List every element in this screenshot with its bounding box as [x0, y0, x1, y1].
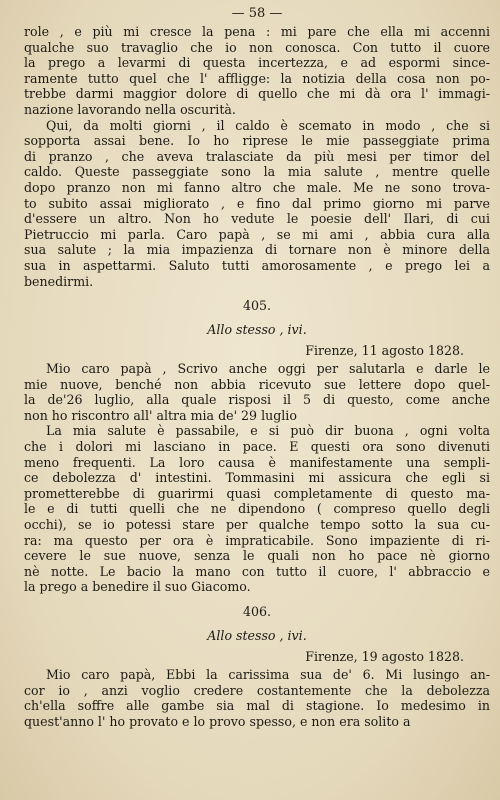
text-line: la de'26 luglio, alla quale risposi il 5 di questo, come anche [24, 392, 490, 408]
paragraph [24, 667, 490, 729]
page-content [24, 4, 490, 729]
text-line: Mio caro papà, Ebbi la carissima sua de' 6. Mi lusingo an- [46, 667, 490, 682]
paragraph [24, 118, 490, 290]
text-line: nazione lavorando nella oscurità. [24, 101, 236, 117]
text-line: qualche suo travaglio che io non conosca. Con tutto il cuore [24, 39, 490, 55]
text-line: di pranzo , che aveva tralasciate da più mesi per timor del [24, 148, 490, 164]
text-line: le e di tutti quelli che ne dipendono ( compreso quello degli [24, 501, 490, 517]
paragraph [24, 423, 490, 595]
paragraph [24, 361, 490, 423]
text-line: La mia salute è passabile, e si può dir buona , ogni volta [46, 423, 490, 439]
page-number: — 58 — [231, 6, 283, 21]
text-line: che i dolori mi lasciano in pace. E questi ora sono divenuti [24, 439, 490, 455]
text-line: to subito assai migliorato , e fino dal primo giorno mi parve [24, 195, 490, 211]
text-line: Qui, da molti giorni , il caldo è scemato in modo , che si [46, 117, 490, 133]
text-line: cevere le sue nuove, senza le quali non ho pace nè giorno [24, 548, 490, 564]
letter-addressee: Allo stesso , ivi. [207, 628, 307, 643]
text-line: quest'anno l' ho provato e lo provo spesso, e non era solito a [24, 713, 411, 729]
text-line: meno frequenti. La loro causa è manifestamente una sempli- [24, 454, 490, 470]
text-line: la prego a levarmi di questa incertezza, e ad espormi since- [24, 55, 490, 71]
text-line: cor io , anzi voglio credere costantemente che la debolezza [24, 682, 490, 698]
text-line: Mio caro papà , Scrivo anche oggi per salutarla e darle le [46, 361, 490, 377]
text-line: caldo. Queste passeggiate sono la mia salute , mentre quelle [24, 164, 490, 180]
text-line: benedirmi. [24, 273, 94, 289]
paragraph [24, 24, 490, 118]
text-line: ra: ma questo per ora è impraticabile. Sono impaziente di ri- [24, 532, 490, 548]
text-line: ce debolezza d' intestini. Tommasini mi assicura che egli si [24, 470, 490, 486]
letter-number: 406. [242, 604, 272, 619]
text-line: dopo pranzo non mi fanno altro che male. Me ne sono trova- [24, 179, 490, 195]
text-line: mie nuove, benché non abbia ricevuto sue lettere dopo quel- [24, 376, 490, 392]
text-line: role , e più mi cresce la pena : mi pare che ella mi accenni [24, 24, 490, 39]
letter-date: Firenze, 11 agosto 1828. [305, 343, 464, 359]
text-line: trebbe darmi maggior dolore di quello che mi dà ora l' immagi- [24, 86, 490, 102]
text-line: Pietruccio mi parla. Caro papà , se mi ami , abbia cura alla [24, 226, 490, 242]
text-line: occhi), se io potessi stare per qualche tempo sotto la sua cu- [24, 517, 490, 533]
text-line: sua in aspettarmi. Saluto tutti amorosamente , e prego lei a [24, 257, 490, 273]
text-line: sua salute ; la mia impazienza di tornare non è minore della [24, 242, 490, 258]
text-line: sopporta assai bene. Io ho riprese le mie passeggiate prima [24, 133, 490, 149]
text-line: ramente tutto quel che l' affligge: la notizia della cosa non po- [24, 70, 490, 86]
text-line: prometterebbe di guarirmi quasi completamente di questo ma- [24, 485, 490, 501]
text-line: non ho riscontro all' altra mia de' 29 luglio [24, 407, 297, 423]
letter-number: 405. [242, 298, 272, 314]
text-line: ch'ella soffre alle gambe sia mal di stagione. Io medesimo in [24, 698, 490, 714]
text-line: la prego a benedire il suo Giacomo. [24, 579, 251, 595]
text-line: d'essere un altro. Non ho vedute le poesie dell' Ilari, di cui [24, 211, 490, 227]
letter-addressee: Allo stesso , ivi. [207, 322, 307, 338]
letter-date: Firenze, 19 agosto 1828. [305, 649, 464, 664]
text-line: nè notte. Le bacio la mano con tutto il cuore, l' abbraccio e [24, 563, 490, 579]
